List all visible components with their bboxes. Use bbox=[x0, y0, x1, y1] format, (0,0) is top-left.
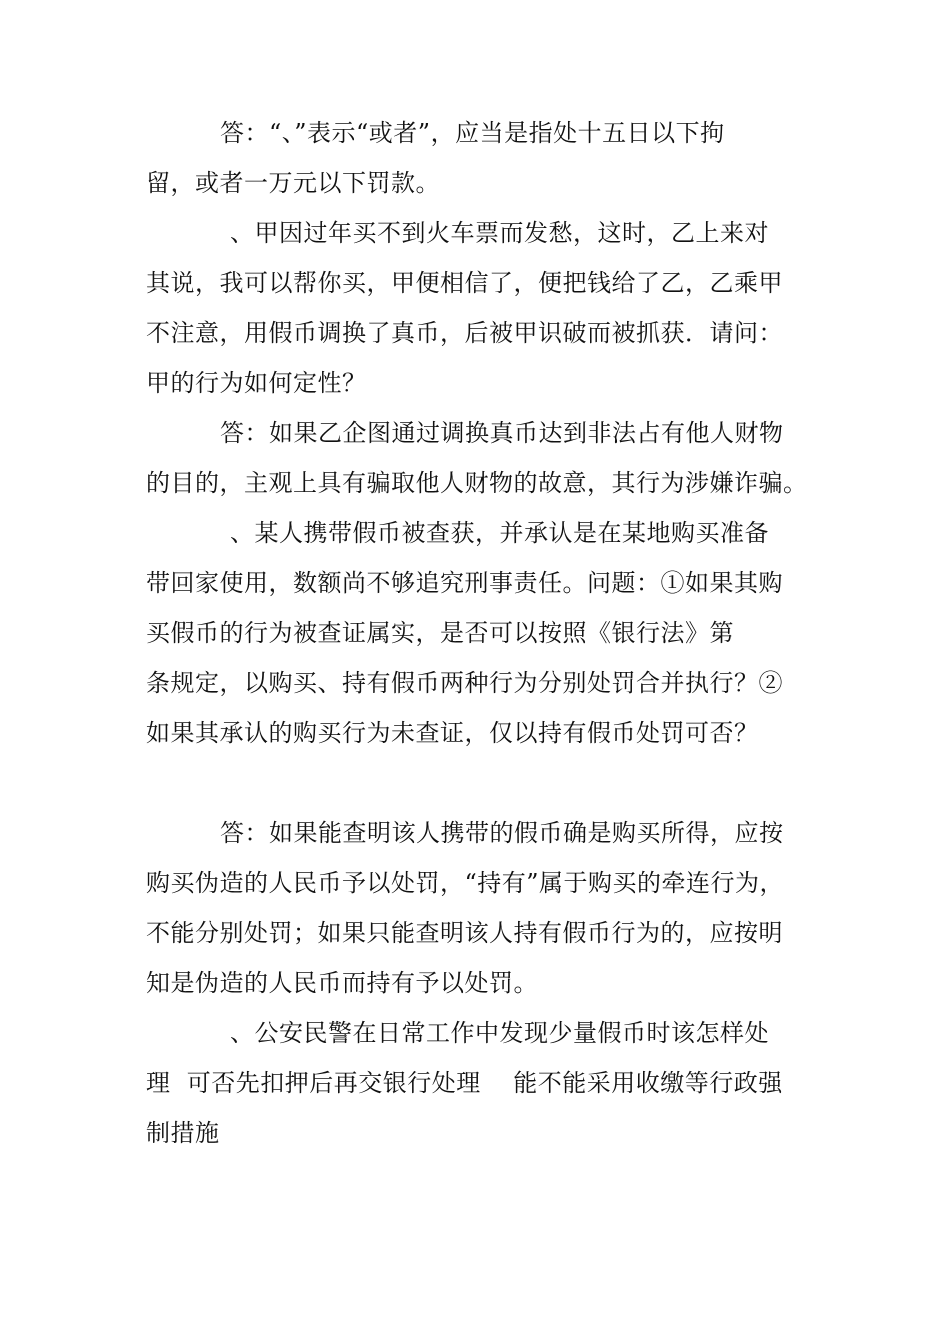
question-line: 买假币的行为被查证属实，是否可以按照《银行法》第 bbox=[146, 619, 734, 647]
question-line: 如果其承认的购买行为未查证，仅以持有假币处罚可否？ bbox=[146, 719, 759, 747]
question-line: 其说，我可以帮你买，甲便相信了，便把钱给了乙，乙乘甲 bbox=[146, 269, 783, 297]
answer-line: 购买伪造的人民币予以处罚，“持有”属于购买的牵连行为， bbox=[146, 869, 785, 897]
answer-line: 不能分别处罚；如果只能查明该人持有假币行为的，应按明 bbox=[146, 919, 783, 947]
answer-line: 答：如果乙企图通过调换真币达到非法占有他人财物 bbox=[220, 419, 784, 447]
answer-line: 的目的，主观上具有骗取他人财物的故意，其行为涉嫌诈骗。 bbox=[146, 469, 808, 497]
paragraph-line: 留，或者一万元以下罚款。 bbox=[146, 169, 440, 197]
paragraph-line: 答：“、”表示“或者”，应当是指处十五日以下拘 bbox=[220, 119, 725, 147]
question-line: 甲的行为如何定性？ bbox=[146, 369, 367, 397]
question-line: 、公安民警在日常工作中发现少量假币时该怎样处 bbox=[230, 1019, 769, 1047]
question-line: 、甲因过年买不到火车票而发愁，这时，乙上来对 bbox=[230, 219, 769, 247]
question-line: 带回家使用，数额尚不够追究刑事责任。问题：①如果其购 bbox=[146, 569, 783, 597]
question-line: 、某人携带假币被查获，并承认是在某地购买准备 bbox=[230, 519, 769, 547]
question-line: 条规定，以购买、持有假币两种行为分别处罚合并执行？② bbox=[146, 669, 783, 697]
answer-line: 答：如果能查明该人携带的假币确是购买所得，应按 bbox=[220, 819, 784, 847]
question-line: 理 可否先扣押后再交银行处理 能不能采用收缴等行政强 bbox=[146, 1069, 783, 1097]
question-line: 不注意，用假币调换了真币，后被甲识破而被抓获．请问： bbox=[146, 319, 783, 347]
answer-line: 知是伪造的人民币而持有予以处罚。 bbox=[146, 969, 538, 997]
question-line: 制措施 bbox=[146, 1119, 220, 1147]
